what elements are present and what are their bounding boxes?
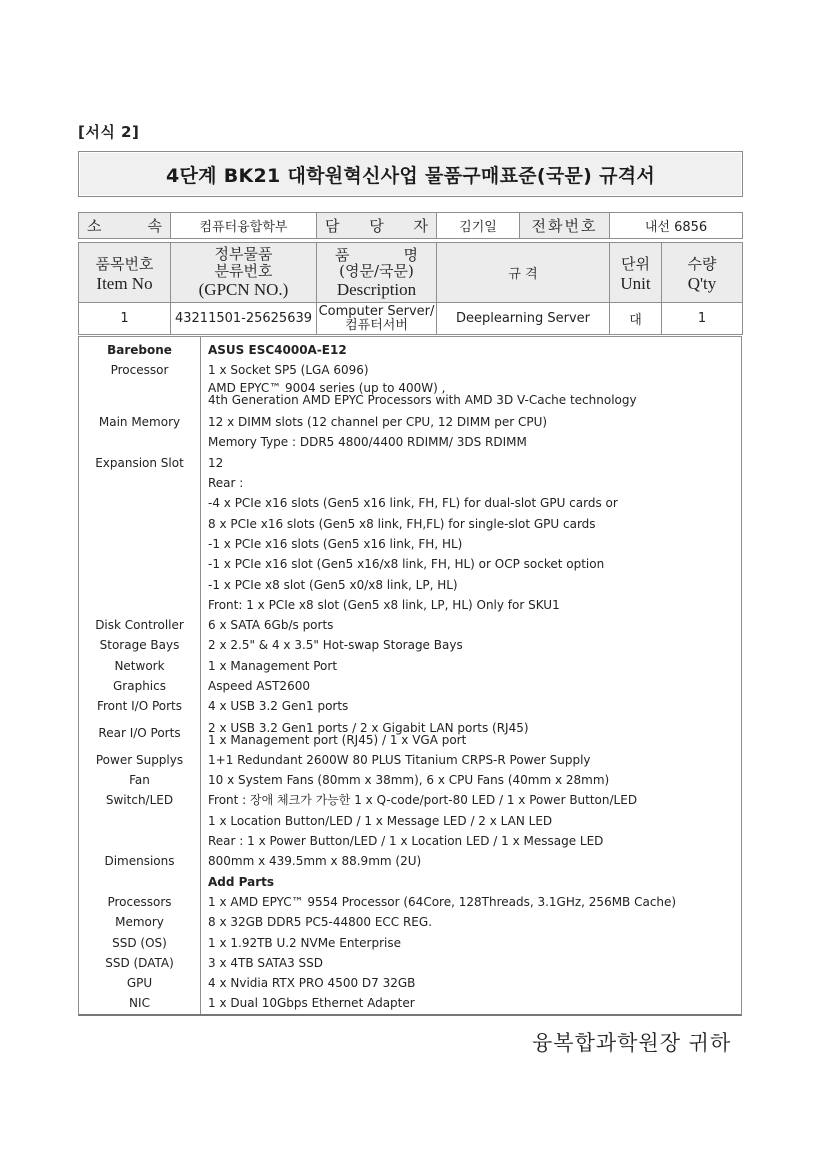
spec-row [79,575,741,595]
item-qty: 1 [662,303,743,335]
header-qty-eng: Q'ty [687,273,717,293]
spec-row [79,811,741,831]
item-desc-kor: 컴퓨터서버 [345,317,408,333]
spec-row [79,696,741,716]
spec-label: Main Memory [98,415,181,429]
spec-row [79,993,741,1013]
dept-label-char: 속 [147,217,162,235]
header-unit [610,243,662,303]
spec-label: Processors [107,895,172,909]
spec-value: 12 x DIMM slots (12 channel per CPU, 12 DIMM per CPU) [208,415,548,429]
spec-row [79,676,741,696]
spec-value: -1 x PCIe x16 slot (Gen5 x16/x8 link, FH, HL) or OCP socket option [208,557,605,571]
spec-value-line: 4th Generation AMD EPYC Processors with AMD 3D V-Cache technology [208,393,637,407]
spec-value: 8 x 32GB DDR5 PC5-44800 ECC REG. [208,915,433,929]
spec-row [79,933,741,953]
header-item-no [79,243,171,303]
spec-row [79,473,741,493]
header-desc-kor: (영문/국문) [339,261,414,280]
header-unit-eng: Unit [620,273,651,293]
document-title: 4단계 BK21 대학원혁신사업 물품구매표준(국문) 규격서 [165,164,656,187]
spec-value: 3 x 4TB SATA3 SSD [208,956,324,970]
spec-value: -1 x PCIe x8 slot (Gen5 x0/x8 link, LP, HL) [208,578,458,592]
header-gpcn-eng: (GPCN NO.) [198,280,289,299]
spec-value-line: AMD EPYC™ 9004 series (up to 400W) , [208,381,446,395]
spec-label: Expansion Slot [95,456,184,470]
spec-value: -4 x PCIe x16 slots (Gen5 x16 link, FH, FL) for dual-slot GPU cards or [208,496,618,510]
spec-row [79,790,741,810]
item-spec: Deeplearning Server [437,303,610,335]
spec-value [208,382,637,406]
dept-label-char: 소 [87,217,102,235]
header-qty [662,243,743,303]
spec-value: 1 x Location Button/LED / 1 x Message LED / 2 x LAN LED [208,814,553,828]
spec-row [79,534,741,554]
header-desc-eng: Description [336,279,417,299]
department-row [79,213,743,239]
item-description [317,303,437,335]
spec-label: Processor [110,363,169,377]
spec-row [79,493,741,513]
spec-label: Network [114,659,165,673]
manager-label [317,213,437,239]
header-qty-kor: 수량 [687,254,717,273]
spec-row [79,851,741,871]
spec-row [79,360,741,380]
spec-value: 4 x Nvidia RTX PRO 4500 D7 32GB [208,976,416,990]
spec-row [79,514,741,534]
spec-label: NIC [129,996,150,1010]
spec-label: Rear I/O Ports [98,726,181,740]
specification-box [78,336,742,1016]
spec-value: Front: 1 x PCIe x8 slot (Gen5 x8 link, LP, HL) Only for SKU1 [208,598,560,612]
manager-label-char: 당 [369,217,384,235]
spec-label: GPU [126,976,153,990]
department-value: 컴퓨터융합학부 [171,213,317,239]
form-number-label: [서식 2] [78,123,140,141]
item-info-table [78,212,743,335]
spec-label: Switch/LED [105,793,174,807]
spec-row [79,892,741,912]
item-no: 1 [79,303,171,335]
spec-label: Graphics [113,679,166,693]
spec-row [79,412,741,432]
header-desc-char: 품 [335,245,350,264]
spec-row [79,595,741,615]
spec-label: SSD (DATA) [105,956,174,970]
spec-value-line: 1 x Management port (RJ45) / 1 x VGA port [208,733,467,747]
manager-phone-cell [437,213,610,239]
spec-value: 6 x SATA 6Gb/s ports [208,618,334,632]
spec-value: Front : 장애 체크가 가능한 1 x Q-code/port-80 LED / 1 x Power Button/LED [208,793,638,807]
spec-value: Aspeed AST2600 [208,679,310,693]
header-spec: 규 격 [437,243,610,303]
spec-value: 4 x USB 3.2 Gen1 ports [208,699,349,713]
spec-row [79,770,741,790]
spec-value: Rear : 1 x Power Button/LED / 1 x Location LED / 1 x Message LED [208,834,604,848]
spec-row [79,340,741,360]
spec-value-line: 2 x USB 3.2 Gen1 ports / 2 x Gigabit LAN ports (RJ45) [208,721,529,735]
header-item-no-kor: 품목번호 [95,254,154,273]
item-row [79,303,743,335]
spec-row [79,635,741,655]
spec-row [79,912,741,932]
spec-value: 1 x Socket SP5 (LGA 6096) [208,363,369,377]
spec-value: 1 x Dual 10Gbps Ethernet Adapter [208,996,415,1010]
spec-value: 1 x 1.92TB U.2 NVMe Enterprise [208,936,401,950]
header-gpcn-kor: 정부물품 [214,245,273,263]
phone-label: 전화번호 [520,213,609,238]
spec-row [79,554,741,574]
item-gpcn: 43211501-25625639 [171,303,317,335]
header-gpcn-kor: 분류번호 [214,262,273,280]
spec-value: ASUS ESC4000A-E12 [208,343,347,357]
department-label [79,213,171,239]
spec-row [79,720,741,746]
item-desc-eng: Computer Server/ [318,303,435,319]
spec-label: Power Supplys [95,753,184,767]
spec-value: 800mm x 439.5mm x 88.9mm (2U) [208,854,422,868]
manager-label-char: 담 [325,217,340,235]
spec-value: 1 x AMD EPYC™ 9554 Processor (64Core, 128Threads, 3.1GHz, 256MB Cache) [208,895,677,909]
spec-value: 2 x 2.5" & 4 x 3.5" Hot-swap Storage Bays [208,638,463,652]
header-description [317,243,437,303]
spec-value: 10 x System Fans (80mm x 38mm), 6 x CPU Fans (40mm x 28mm) [208,773,610,787]
spec-value: 12 [208,456,224,470]
header-unit-kor: 단위 [621,254,650,273]
spec-row [79,615,741,635]
spec-value: Rear : [208,476,244,490]
header-gpcn [171,243,317,303]
header-row [79,243,743,303]
spec-row [79,453,741,473]
spec-row [79,656,741,676]
manager-label-char: 자 [413,217,428,235]
spec-value: 1 x Management Port [208,659,338,673]
spec-value: 8 x PCIe x16 slots (Gen5 x8 link, FH,FL) for single-slot GPU cards [208,517,596,531]
spec-label: Storage Bays [99,638,180,652]
spec-label: Fan [129,773,150,787]
phone-value: 내선 6856 [610,213,743,239]
spec-row [79,750,741,770]
spec-value: -1 x PCIe x16 slots (Gen5 x16 link, FH, HL) [208,537,463,551]
spec-label: Dimensions [104,854,175,868]
spec-value: 1+1 Redundant 2600W 80 PLUS Titanium CRPS-R Power Supply [208,753,591,767]
spec-label: Memory [115,915,164,929]
spec-value: Memory Type : DDR5 4800/4400 RDIMM/ 3DS RDIMM [208,435,527,449]
header-desc-char: 명 [403,245,418,264]
spec-label: SSD (OS) [112,936,167,950]
spec-row [79,831,741,851]
addressee: 융복합과학원장 귀하 [532,1031,732,1055]
spec-value [208,722,529,746]
spec-label: Disk Controller [95,618,184,632]
spec-value: Add Parts [208,875,275,889]
spec-row [79,432,741,452]
item-unit: 대 [610,303,662,335]
manager-value: 김기일 [437,213,520,238]
spec-row [79,953,741,973]
spec-row [79,872,741,892]
spec-label: Barebone [107,343,172,357]
spec-row [79,973,741,993]
spec-label: Front I/O Ports [96,699,183,713]
spec-row [79,380,741,406]
header-item-no-eng: Item No [96,273,153,293]
document-title-box [78,151,743,197]
